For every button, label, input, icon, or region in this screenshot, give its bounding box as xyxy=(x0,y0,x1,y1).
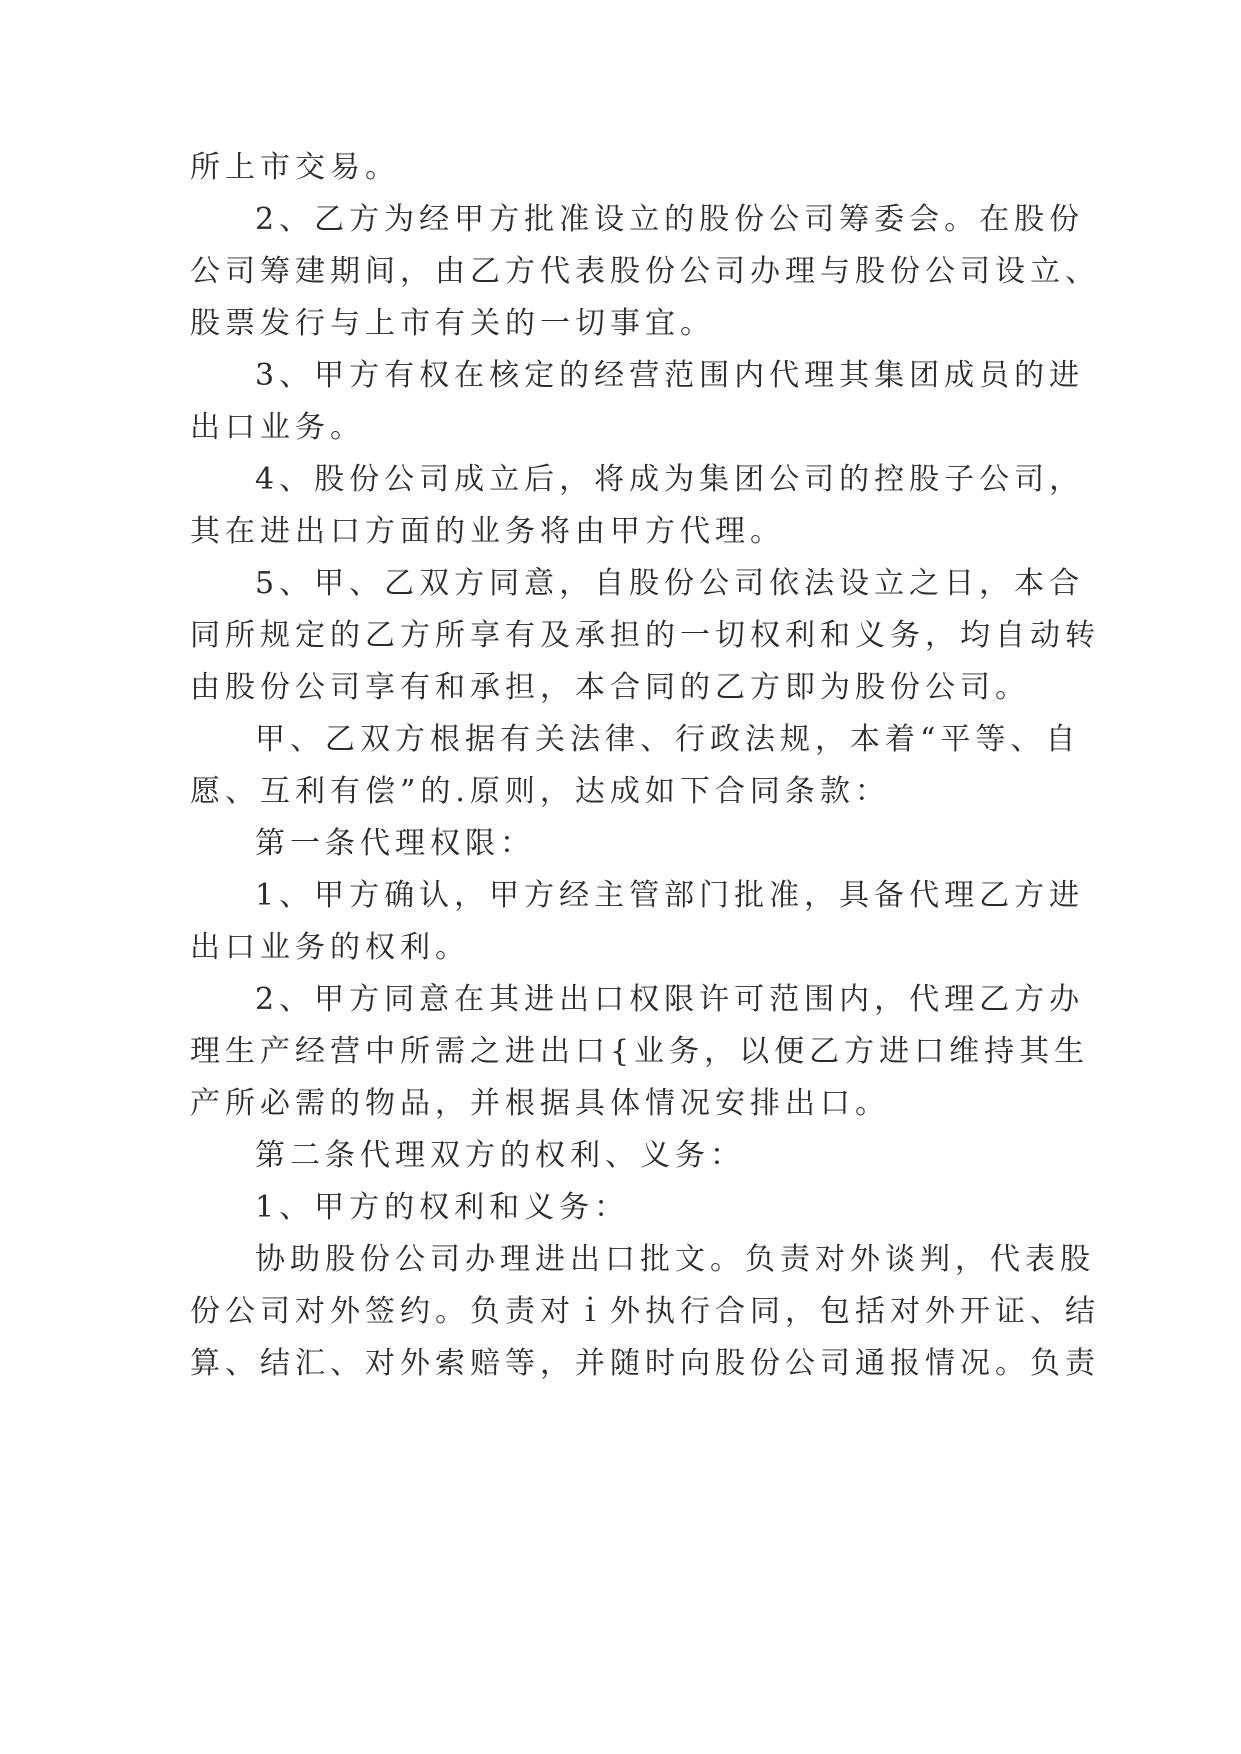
text-line: 3、甲方有权在核定的经营范围内代理其集团成员的进 xyxy=(255,358,1085,393)
text-line: 1、甲方的权利和义务： xyxy=(255,1190,630,1225)
text-line: 出口业务。 xyxy=(190,410,365,445)
text-line: 协助股份公司办理进出口批文。负责对外谈判，代表股 xyxy=(255,1242,1095,1277)
section-heading: 第一条代理权限： xyxy=(255,826,535,861)
text-line: 理生产经营中所需之进出口{业务，以便乙方进口维持其生 xyxy=(190,1034,1090,1069)
text-line: 甲、乙双方根据有关法律、行政法规，本着“平等、自 xyxy=(255,722,1081,757)
text-line: 股票发行与上市有关的一切事宜。 xyxy=(190,306,715,341)
text-line: 出口业务的权利。 xyxy=(190,930,470,965)
text-line: 5、甲、乙双方同意，自股份公司依法设立之日，本合 xyxy=(255,566,1085,601)
text-line: 公司筹建期间，由乙方代表股份公司办理与股份公司设立、 xyxy=(190,254,1100,289)
text-line: 2、乙方为经甲方批准设立的股份公司筹委会。在股份 xyxy=(255,202,1085,237)
text-line: 产所必需的物品，并根据具体情况安排出口。 xyxy=(190,1086,890,1121)
text-line: 其在进出口方面的业务将由甲方代理。 xyxy=(190,514,785,549)
text-line: 由股份公司享有和承担，本合同的乙方即为股份公司。 xyxy=(190,670,1030,705)
text-line: 2、甲方同意在其进出口权限许可范围内，代理乙方办 xyxy=(255,982,1085,1017)
text-line: 4、股份公司成立后，将成为集团公司的控股子公司， xyxy=(255,462,1085,497)
text-line: 愿、互利有偿”的.原则，达成如下合同条款： xyxy=(190,774,890,809)
section-heading: 第二条代理双方的权利、义务： xyxy=(255,1138,745,1173)
text-line: 1、甲方确认，甲方经主管部门批准，具备代理乙方进 xyxy=(255,878,1085,913)
text-line: 所上市交易。 xyxy=(190,150,400,185)
text-line: 算、结汇、对外索赔等，并随时向股份公司通报情况。负责 xyxy=(190,1346,1100,1381)
text-line: 份公司对外签约。负责对ｉ外执行合同，包括对外开证、结 xyxy=(190,1294,1100,1329)
text-line: 同所规定的乙方所享有及承担的一切权利和义务，均自动转 xyxy=(190,618,1100,653)
